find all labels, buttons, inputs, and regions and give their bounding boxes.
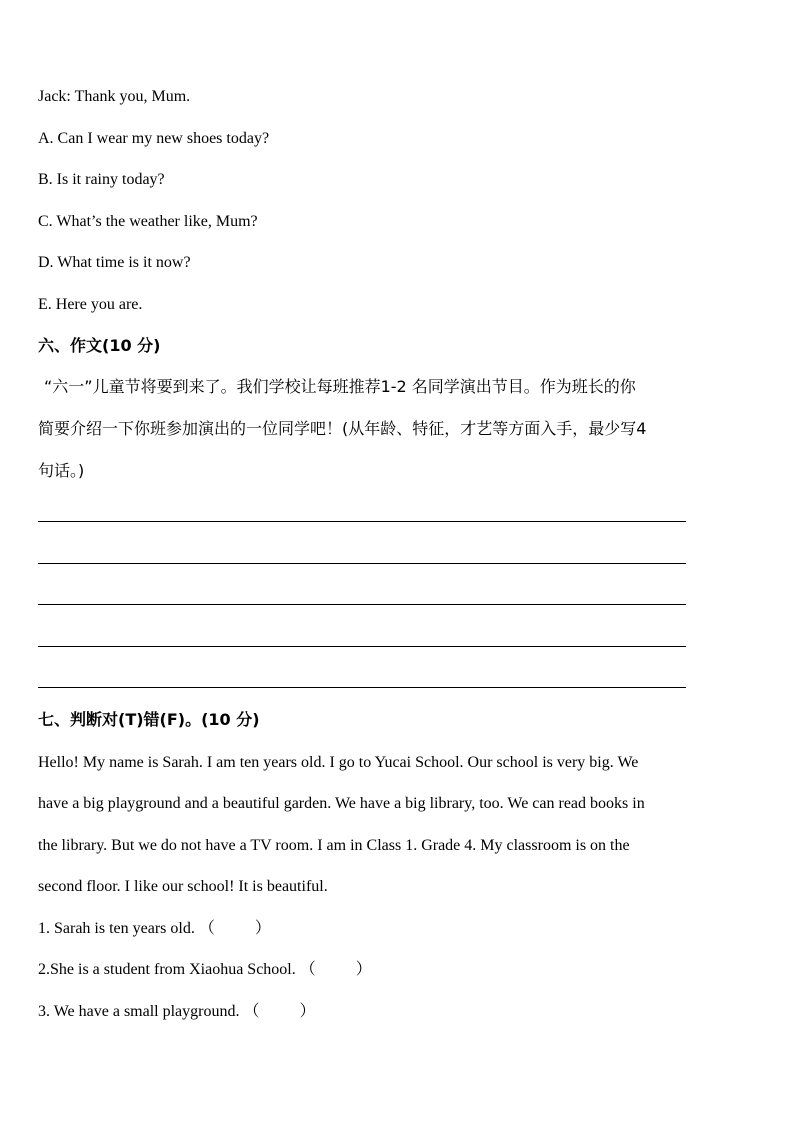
writing-line-4[interactable] <box>38 646 686 647</box>
option-a: A. Can I wear my new shoes today? <box>38 130 270 147</box>
question-3-text: 3. We have a small playground. <box>38 1003 240 1020</box>
passage-line-3: the library. But we do not have a TV room. I am in Class 1. Grade 4. My classroom is on the <box>38 837 630 854</box>
writing-line-5[interactable] <box>38 687 686 688</box>
option-b: B. Is it rainy today? <box>38 171 165 188</box>
dialogue-jack-line: Jack: Thank you, Mum. <box>38 88 191 105</box>
option-c: C. What’s the weather like, Mum? <box>38 213 258 230</box>
section7-title: 七、判断对(T)错(F)。(10 分) <box>38 710 260 729</box>
option-e: E. Here you are. <box>38 296 143 313</box>
section6-prompt-line-1: “六一”儿童节将要到来了。我们学校让每班推荐1-2 名同学演出节目。作为班长的你 <box>44 377 636 396</box>
question-1-text: 1. Sarah is ten years old. <box>38 920 195 937</box>
section6-prompt-line-2: 简要介绍一下你班参加演出的一位同学吧！(从年龄、特征，才艺等方面入手，最少写4 <box>38 419 647 438</box>
question-1-answer-blank[interactable]: （ ） <box>198 920 271 937</box>
passage-line-2: have a big playground and a beautiful garden. We have a big library, too. We can read books in <box>38 795 645 812</box>
passage-line-4: second floor. I like our school! It is beautiful. <box>38 878 328 895</box>
question-3 <box>38 1002 316 1022</box>
writing-line-3[interactable] <box>38 604 686 605</box>
passage-line-1: Hello! My name is Sarah. I am ten years old. I go to Yucai School. Our school is very big. We <box>38 754 639 771</box>
option-d: D. What time is it now? <box>38 254 191 271</box>
section6-prompt-line-3: 句话。) <box>38 461 85 480</box>
writing-line-1[interactable] <box>38 521 686 522</box>
question-2-text: 2.She is a student from Xiaohua School. <box>38 961 296 978</box>
section6-title: 六、作文(10 分) <box>38 336 161 355</box>
question-2-answer-blank[interactable]: （ ） <box>299 961 372 978</box>
question-3-answer-blank[interactable]: （ ） <box>243 1003 316 1020</box>
question-1 <box>38 919 271 939</box>
question-2 <box>38 960 372 980</box>
writing-line-2[interactable] <box>38 563 686 564</box>
